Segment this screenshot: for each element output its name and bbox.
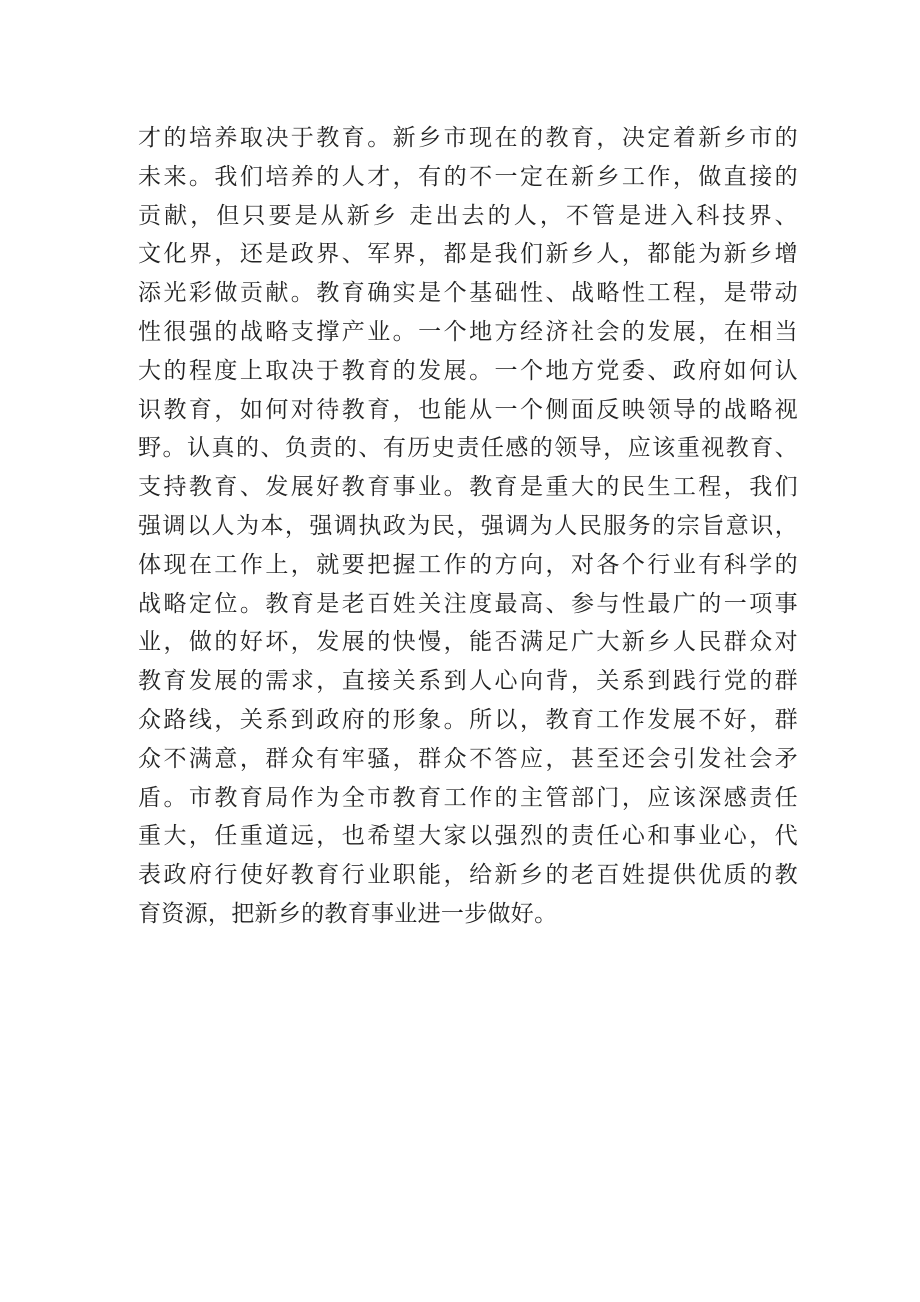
- text-line: 大的程度上取决于教育的发展。一个地方党委、政府如何认: [138, 357, 798, 384]
- text-line: 才的培养取决于教育。新乡市现在的教育，决定着新乡市的: [138, 125, 798, 151]
- text-line: 业，做的好坏，发展的快慢，能否满足广大新乡人民群众对: [138, 629, 798, 656]
- text-line: 贡献，但只要是从新乡 走出去的人，不管是进入科技界、: [138, 202, 798, 229]
- text-line: 盾。市教育局作为全市教育工作的主管部门，应该深感责任: [138, 784, 798, 811]
- text-line: 众路线，关系到政府的形象。所以，教育工作发展不好，群: [138, 706, 798, 733]
- text-line: 性很强的战略支撑产业。一个地方经济社会的发展，在相当: [138, 318, 798, 345]
- text-line: 识教育，如何对待教育，也能从一个侧面反映领导的战略视: [138, 396, 798, 423]
- text-line: 育资源，把新乡的教育事业进一步做好。: [138, 900, 558, 927]
- text-line: 文化界，还是政界、军界，都是我们新乡人，都能为新乡增: [138, 241, 798, 268]
- text-line: 支持教育、发展好教育事业。教育是重大的民生工程，我们: [138, 474, 798, 501]
- text-line: 教育发展的需求，直接关系到人心向背，关系到践行党的群: [138, 668, 798, 695]
- text-line: 添光彩做贡献。教育确实是个基础性、战略性工程，是带动: [138, 280, 798, 307]
- text-line: 强调以人为本，强调执政为民，强调为人民服务的宗旨意识，: [138, 512, 798, 539]
- text-line: 众不满意，群众有牢骚，群众不答应，甚至还会引发社会矛: [138, 745, 798, 772]
- text-line: 重大，任重道远，也希望大家以强烈的责任心和事业心，代: [138, 823, 798, 850]
- text-line: 表政府行使好教育行业职能，给新乡的老百姓提供优质的教: [138, 862, 798, 889]
- text-line: 未来。我们培养的人才，有的不一定在新乡工作，做直接的: [138, 163, 798, 190]
- text-line: 野。认真的、负责的、有历史责任感的领导，应该重视教育、: [138, 435, 798, 462]
- text-line: 体现在工作上，就要把握工作的方向，对各个行业有科学的: [138, 551, 798, 578]
- text-line: 战略定位。教育是老百姓关注度最高、参与性最广的一项事: [138, 590, 798, 617]
- body-paragraph: [138, 119, 798, 934]
